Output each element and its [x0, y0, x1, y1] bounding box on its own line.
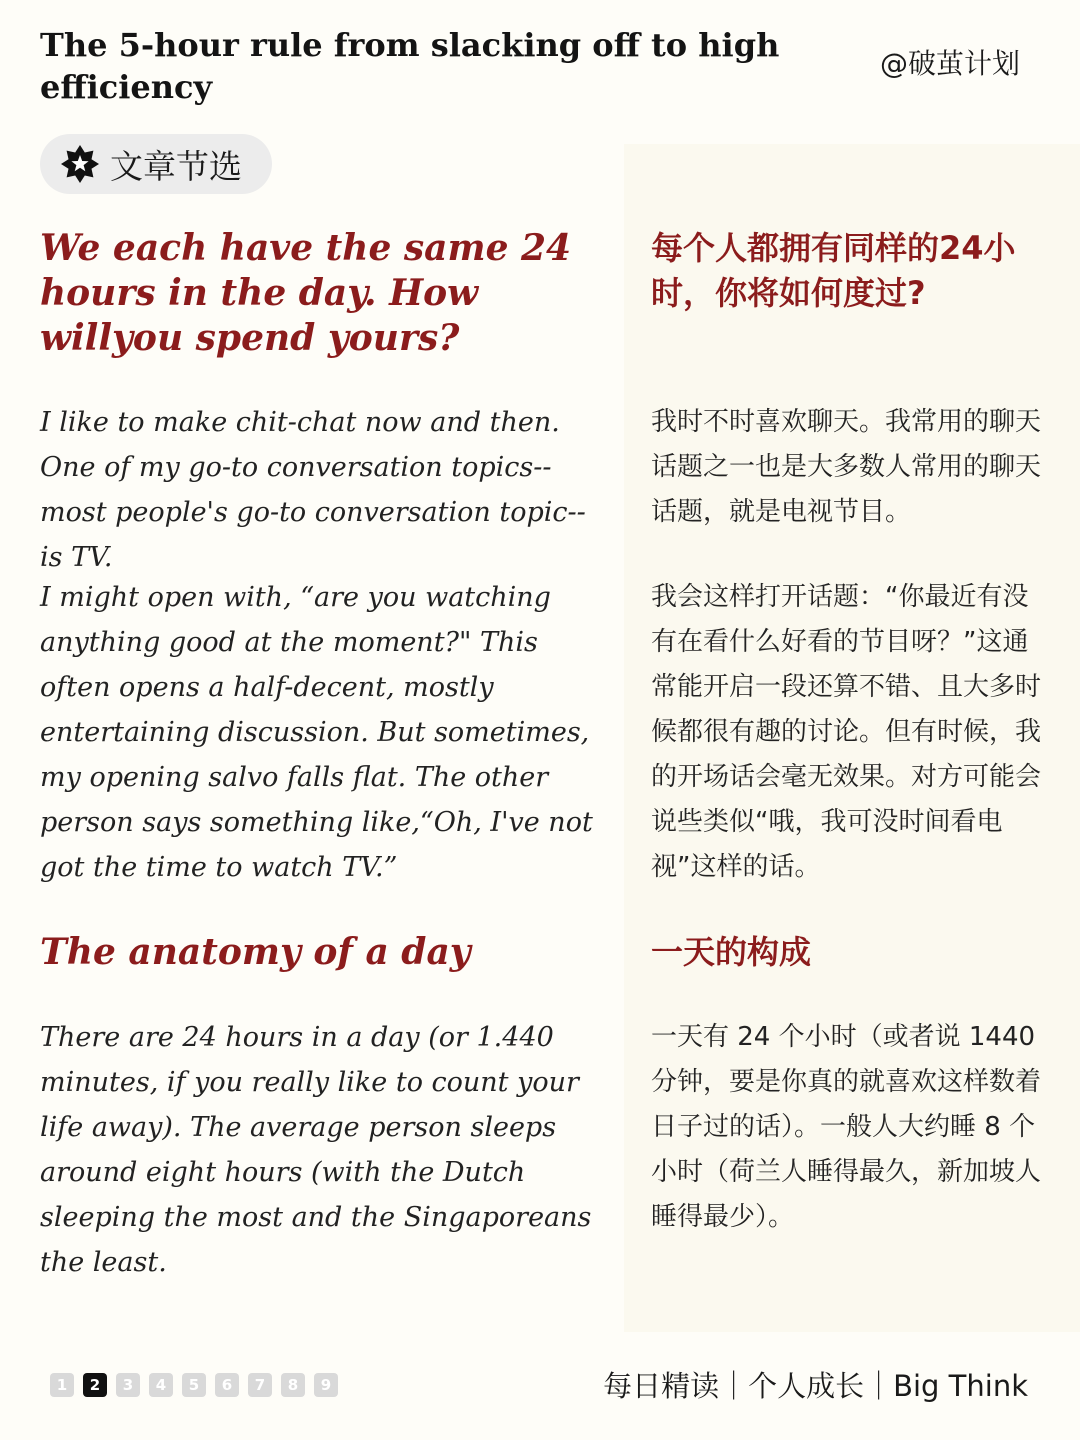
en-heading-1: We each have the same 24 hours in the day. How willyou spend yours?	[40, 227, 572, 359]
page-indicator-1[interactable]: 1	[50, 1373, 74, 1397]
en-heading-2: The anatomy of a day	[40, 931, 471, 973]
star-badge-icon	[60, 144, 100, 184]
page-indicator-4[interactable]: 4	[149, 1373, 173, 1397]
page-indicator-2[interactable]: 2	[83, 1373, 107, 1397]
zh-heading-1: 每个人都拥有同样的24小时，你将如何度过?	[651, 229, 1016, 312]
zh-heading-2: 一天的构成	[651, 933, 812, 971]
section-badge	[40, 134, 272, 194]
account-handle: @破茧计划	[879, 47, 1020, 80]
en-paragraph-3: There are 24 hours in a day (or 1.440 minutes, if you really like to count your life away). The average person sleeps around eight hours (with the Dutch sleeping the most and the Singaporeans the least.	[40, 1022, 592, 1278]
zh-paragraph-3: 一天有 24 个小时（或者说 1440 分钟，要是你真的就喜欢这样数着日子过的话）。一般人大约睡 8 个小时（荷兰人睡得最久，新加坡人睡得最少）。	[651, 1022, 1042, 1232]
zh-paragraph-1: 我时不时喜欢聊天。我常用的聊天话题之一也是大多数人常用的聊天话题，就是电视节目。	[651, 407, 1042, 527]
page-title: The 5-hour rule from slacking off to high efficiency	[40, 26, 780, 106]
en-paragraph-1: I like to make chit-chat now and then. One of my go-to conversation topics--most people's go-to conversation topic--is TV.	[40, 407, 586, 573]
page-indicator-6[interactable]: 6	[215, 1373, 239, 1397]
zh-paragraph-2: 我会这样打开话题：“你最近有没有在看什么好看的节目呀？”这通常能开启一段还算不错、且大多时候都很有趣的讨论。但有时候，我的开场话会毫无效果。对方可能会说些类似“哦，我可没时间看电视”这样的话。	[651, 582, 1042, 882]
page-indicator-8[interactable]: 8	[281, 1373, 305, 1397]
footer-tagline: 每日精读｜个人成长｜Big Think	[603, 1369, 1028, 1403]
page-indicator-7[interactable]: 7	[248, 1373, 272, 1397]
en-paragraph-2: I might open with, “are you watching anything good at the moment?" This often opens a half-decent, mostly entertaining discussion. But sometimes, my opening salvo falls flat. The other person says something like,“Oh, I've not got the time to watch TV.”	[40, 582, 593, 883]
page-indicator-9[interactable]: 9	[314, 1373, 338, 1397]
page-indicator-3[interactable]: 3	[116, 1373, 140, 1397]
section-badge-label: 文章节选	[110, 146, 242, 186]
page-indicator-5[interactable]: 5	[182, 1373, 206, 1397]
pagination	[50, 1373, 338, 1397]
